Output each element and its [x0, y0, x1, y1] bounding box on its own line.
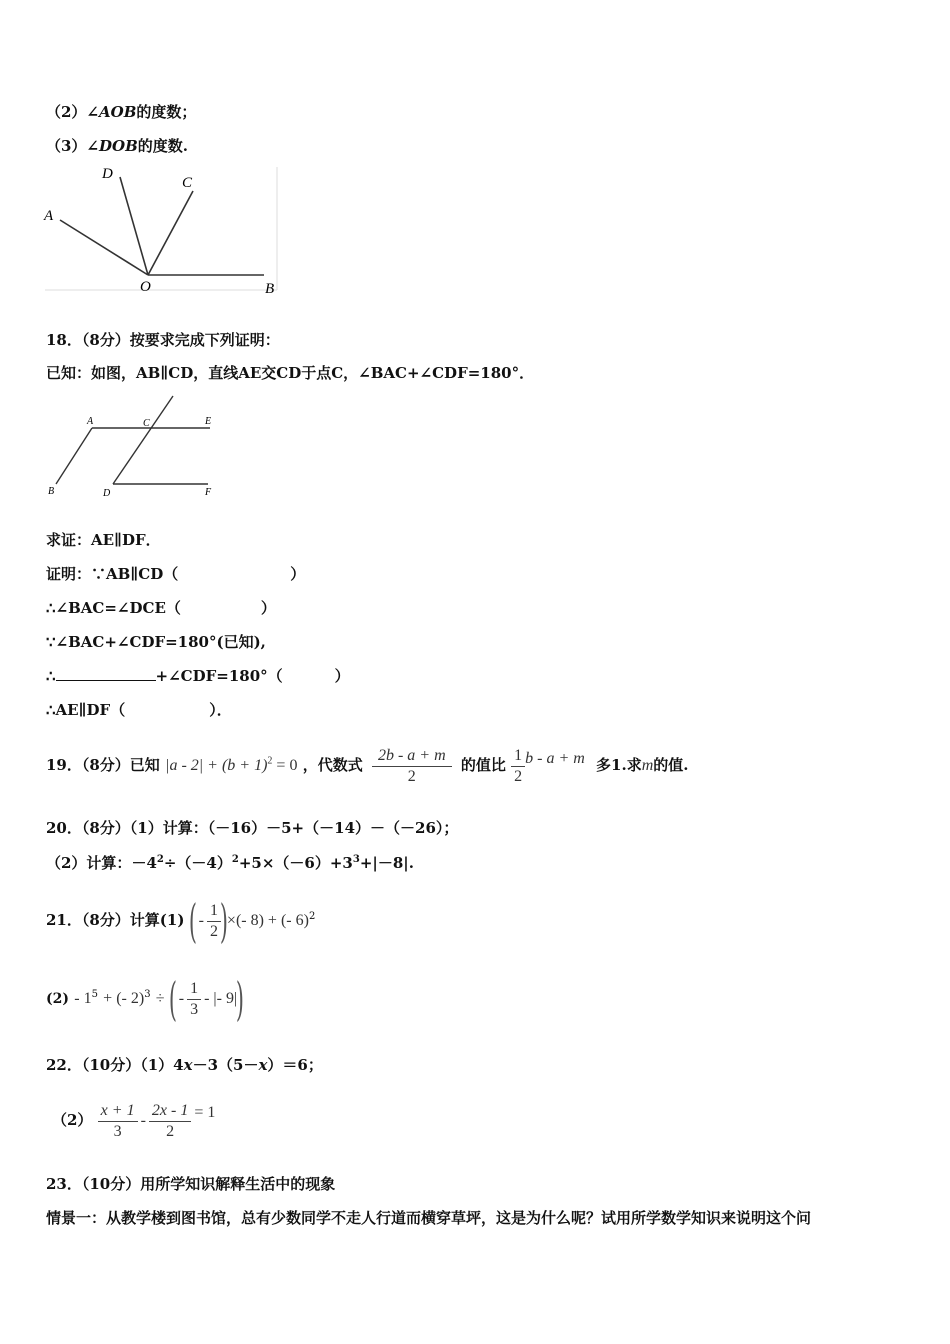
fraction: $\frac{2b - a + m}{2}$ [372, 746, 452, 787]
q18-given: 已知：如图，AB∥CD，直线AE交CD于点C，∠BAC+∠CDF=180°． [46, 364, 535, 382]
answer-blank[interactable] [56, 666, 156, 681]
label-A: A [44, 208, 54, 224]
label-B: B [48, 486, 55, 497]
q18-step4: ∴ +∠CDF=180°（ ） [46, 667, 350, 685]
fraction: $\frac{1}{2}$ [207, 901, 221, 942]
fraction: $\frac{1}{3}$ [187, 979, 201, 1020]
label-D: D [103, 488, 111, 499]
q18-step5: ∴AE∥DF（ ）． [46, 701, 232, 719]
q19: 19．（8分）已知 $|a - 2| + (b + 1)^2 = 0$ ，代数式 $\frac{2b - a + m}{2}$ 的值比 $\frac{1}{2}$ b - a + m 多1.求m的值. [46, 746, 689, 785]
label-B: B [265, 281, 275, 297]
q23-scene1: 情景一：从教学楼到图书馆，总有少数同学不走人行道而横穿草坪，这是为什么呢？试用所学数学知识来说明这个问 [46, 1209, 812, 1227]
label-A: A [87, 416, 94, 427]
label-C: C [182, 175, 193, 191]
q18-title: 18．（8分）按要求完成下列证明： [46, 331, 280, 349]
q18-prove: 求证：AE∥DF． [46, 531, 161, 549]
q22-part2: （2） $\frac{x + 1}{3}$ - $\frac{2x - 1}{2}$ = 1 [52, 1101, 216, 1140]
fraction: $\frac{x + 1}{3}$ [98, 1101, 138, 1142]
q21-part1: 21．（8分）计算(1) ( - $\frac{1}{2}$ )×(- 8) + (- 6)$^2$ [46, 894, 316, 948]
label-F: F [205, 487, 212, 498]
parallel-figure-q18 [40, 392, 230, 502]
q20-line2: （2）计算：$-4^2\div(-4)^2+5\times(-6)+3^3+|-8|$. [46, 854, 414, 872]
q21-part2: $(2) - 1^5$ + (- 2)$^3$ ÷ ( - $\frac{1}{3}$ - |- 9|) [46, 972, 245, 1026]
fraction: $\frac{1}{2}$ [511, 746, 525, 787]
angle-figure-q17 [40, 162, 285, 298]
label-E: E [205, 416, 212, 427]
q20-line1: 20．（8分）（1）计算：（－16）－5+（－14）－（－26）； [46, 819, 459, 837]
q18-step1: 证明：∵AB∥CD（ ） [46, 565, 306, 583]
q23-title: 23．（10分）用所学知识解释生活中的现象 [46, 1175, 336, 1193]
q22-part1: 22．（10分）（1）4x－3（5－x）＝6； [46, 1056, 323, 1074]
q18-step3: ∵∠BAC+∠CDF=180°(已知), [46, 633, 266, 651]
q17-part3: （3）∠DOB的度数. [46, 137, 189, 155]
label-O: O [140, 279, 151, 295]
label-D: D [102, 166, 113, 182]
q17-part2: （2）∠AOB的度数； [46, 103, 197, 121]
q18-step2: ∴∠BAC=∠DCE（ ） [46, 599, 276, 617]
fraction: $\frac{2x - 1}{2}$ [149, 1101, 191, 1142]
label-C: C [143, 418, 150, 429]
